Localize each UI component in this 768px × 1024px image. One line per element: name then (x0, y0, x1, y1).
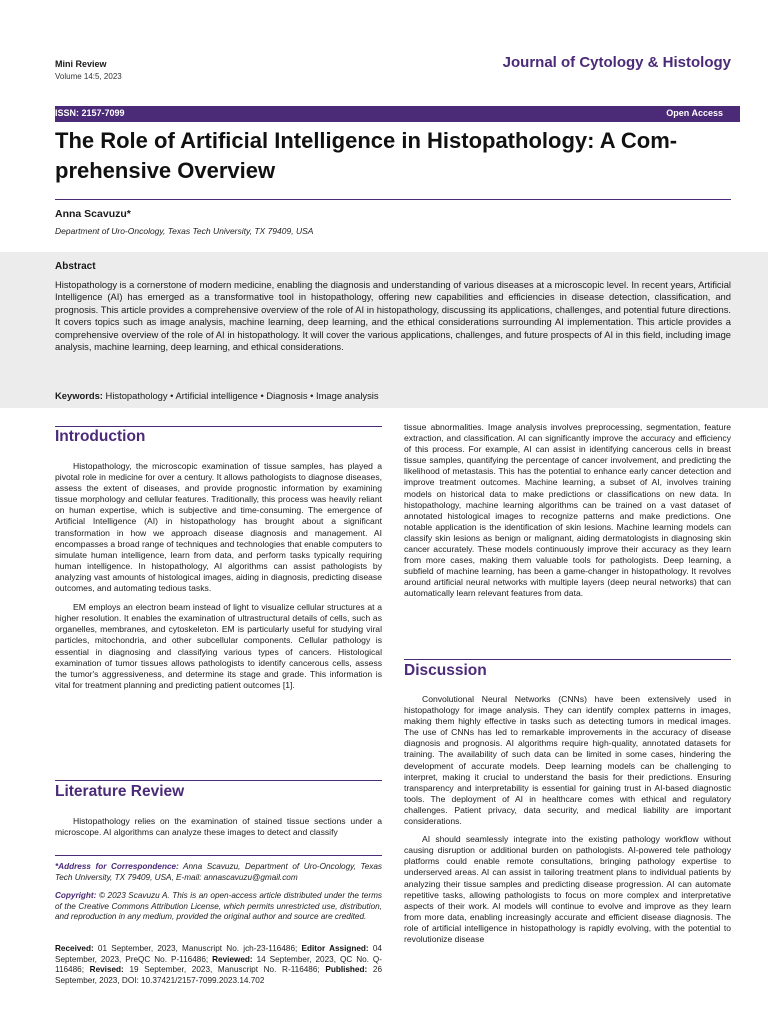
reviewed-label: Reviewed: (212, 954, 253, 964)
discussion-paragraph-1: Convolutional Neural Networks (CNNs) have been extensively used in histopathology for image analysis. They can identify complex patterns in images, making them highly effective in tasks such as detecting tumors in medical images. The use of CNNs has led to remarkable improvements in the accuracy of disease diagnosis and prognosis. AI algorithms require high-quality, annotated datasets for training. The availability of such data can be limited in some cases, hindering the development of accurate models. Deep learning models can be challenging to interpret, making it crucial to understand the basis for their predictions. Ensuring transparency and interpretability is essential for gaining trust in AI-based diagnostic tools. The deployment of AI in healthcare comes with ethical and regulatory challenges. Patient privacy, data security, and medical liability are important considerations. (404, 694, 731, 827)
abstract-text: Histopathology is a cornerstone of modern medicine, enabling the diagnosis and understanding of various diseases at a microscopic level. In recent years, Artificial Intelligence (AI) has emerged as a transformative tool in histopathology, offering new capabilities and efficiencies in disease detection, classification, and prognosis. This article provides a comprehensive overview of the role of AI in histopathology, discussing its applications, challenges, and potential future directions. It covers topics such as image analysis, machine learning, deep learning, and the ethical considerations surrounding AI implementation. This article provides a comprehensive overview of the role of AI in histopathology. It will cover the various applications, challenges, and future prospects of AI in this field, including image analysis, machine learning, deep learning, and ethical considerations. (55, 279, 731, 353)
keywords-label: Keywords: (55, 390, 103, 401)
literature-body (55, 816, 382, 838)
article-type: Mini Review (55, 59, 107, 69)
reviewed-date: 14 September, 2023, QC No. Q-116486; (55, 954, 382, 975)
journal-name: Journal of Cytology & Histology (502, 54, 731, 71)
editor-date: 04 September, 2023, PreQC No. P-116486; (55, 944, 382, 964)
introduction-rule (55, 426, 382, 427)
author-affiliation: Department of Uro-Oncology, Texas Tech University, TX 79409, USA (55, 226, 314, 236)
abstract-heading: Abstract (55, 261, 96, 272)
introduction-paragraph-1: Histopathology, the microscopic examination of tissue samples, has played a pivotal role in medicine for over a century. It allows pathologists to diagnose diseases, assess the extent of diseases, and provide prognostic information by examining tissue morphology and cellular features. Traditionally, this process was heavily reliant on human expertise, which is subjective and time-consuming. The emergence of Artificial Intelligence (AI) in histopathology has brought about a significant transformation in how we approach disease diagnosis and management. AI encompasses a broad range of techniques and technologies that enable computers to simulate human intelligence, learn from data, and perform tasks typically requiring human intelligence. In histopathology, AI algorithms can assist pathologists by analyzing vast amounts of histological images, aiding in diagnosis, predicting disease outcomes, and automating tedious tasks. (55, 461, 382, 594)
footnote-divider (55, 855, 382, 856)
editor-label: Editor Assigned: (301, 944, 369, 953)
publication-dates (55, 944, 382, 986)
discussion-body (404, 694, 731, 945)
issn-bar (55, 106, 740, 122)
correspondence-label: *Address for Correspondence: (55, 862, 179, 871)
title-line-2: prehensive Overview (55, 158, 276, 183)
issn: ISSN: 2157-7099 (55, 108, 125, 118)
volume-info: Volume 14:5, 2023 (55, 72, 122, 81)
copyright-text: © 2023 Scavuzu A. This is an open-access article distributed under the terms of the Creative Commons Attribution License, which permits unrestricted use, distribution, and reproduction in any medium, provided the original author and source are credited. (55, 891, 382, 922)
copyright-note (55, 891, 382, 923)
title-divider (55, 199, 731, 200)
copyright-label: Copyright: (55, 891, 97, 900)
correspondence-note (55, 862, 382, 883)
keywords-list: Histopathology • Artificial intelligence • Diagnosis • Image analysis (105, 390, 379, 401)
received-date: 01 September, 2023, Manuscript No. jch-23-116486; (93, 944, 302, 953)
introduction-body (55, 461, 382, 691)
discussion-rule (404, 659, 731, 660)
introduction-heading: Introduction (55, 428, 146, 445)
literature-heading: Literature Review (55, 783, 185, 800)
author-name: Anna Scavuzu* (55, 208, 131, 220)
title-line-1: The Role of Artificial Intelligence in Histopathology: A Com- (55, 128, 678, 153)
published-date: 26 September, 2023, DOI: 10.37421/2157-7099.2023.14.702 (55, 965, 382, 985)
discussion-heading: Discussion (404, 662, 487, 679)
right-column-body (404, 422, 731, 600)
revised-label: Revised: (89, 965, 124, 975)
discussion-paragraph-2: AI should seamlessly integrate into the existing pathology workflow without causing disruption or additional burden on pathologists. AI-powered tele pathology platforms could enable remote consultations, bringing pathology expertise to underserved areas. AI can assist in tailoring treatment plans to individual patients by analyzing their tissue samples and predicting disease progression. AI can automate repetitive tasks, allowing pathologists to focus on more complex and interpretative aspects of their work. AI models will continue to evolve and improve as they learn from more data, enabling increasingly accurate and efficient disease diagnosis. The role of artificial intelligence in histopathology is rapidly evolving, with the potential to revolutionize disease (404, 834, 731, 944)
right-column-paragraph-1: tissue abnormalities. Image analysis involves preprocessing, segmentation, feature extraction, and classification. AI can significantly improve the accuracy and efficiency of this process. For example, AI can assist in identifying cancerous cells in breast tissue samples, quantifying the percentage of cancer involvement, and predicting the likelihood of metastasis. This has the potential to enhance early cancer detection and improve treatment outcomes. Machine learning, a subset of AI, involves training models on historical data to make predictions or classifications on new data. In histopathology, machine learning algorithms can be trained on a vast dataset of annotated histological images to recognize patterns and make predictions. One notable application is the identification of skin lesions. Machine learning models can classify skin lesions as benign or malignant, aiding dermatologists in diagnosing skin cancer accurately. These models continuously improve their accuracy as they learn from more cases, making them valuable tools for pathologists. Deep learning, a subfield of machine learning, has been a game-changer in histopathology. It revolves around artificial neural networks with multiple layers (deep neural networks) that can automatically learn relevant features from data. (404, 422, 731, 599)
received-label: Received: (55, 944, 94, 953)
introduction-paragraph-2: EM employs an electron beam instead of light to visualize cellular structures at a higher resolution. It enables the examination of ultrastructural details of cells, such as organelles, membranes, and cytoskeleton. EM is particularly useful for studying viral particles, mitochondria, and other subcellular components. Cellular pathology is essential in diagnosing and classifying various types of cancers. Histological examination of tumor tissues allows pathologists to identify cancerous cells, assess the tumor's aggressiveness, and determine its stage and grade. This information is vital for treatment planning and predicting patient outcomes [1]. (55, 602, 382, 690)
open-access-badge: Open Access (666, 108, 723, 118)
keywords (55, 390, 379, 401)
published-label: Published: (325, 965, 368, 975)
correspondence-text: Anna Scavuzu, Department of Uro-Oncology, Texas Tech University, TX 79409, USA, E-mail: annascavuzu@gmail.com (55, 862, 382, 882)
article-title (55, 126, 735, 186)
literature-rule (55, 780, 382, 781)
revised-date: 19 September, 2023, Manuscript No. R-116486; (123, 965, 326, 975)
literature-paragraph-1: Histopathology relies on the examination of stained tissue sections under a microscope. AI algorithms can analyze these images to detect and classify (55, 816, 382, 838)
